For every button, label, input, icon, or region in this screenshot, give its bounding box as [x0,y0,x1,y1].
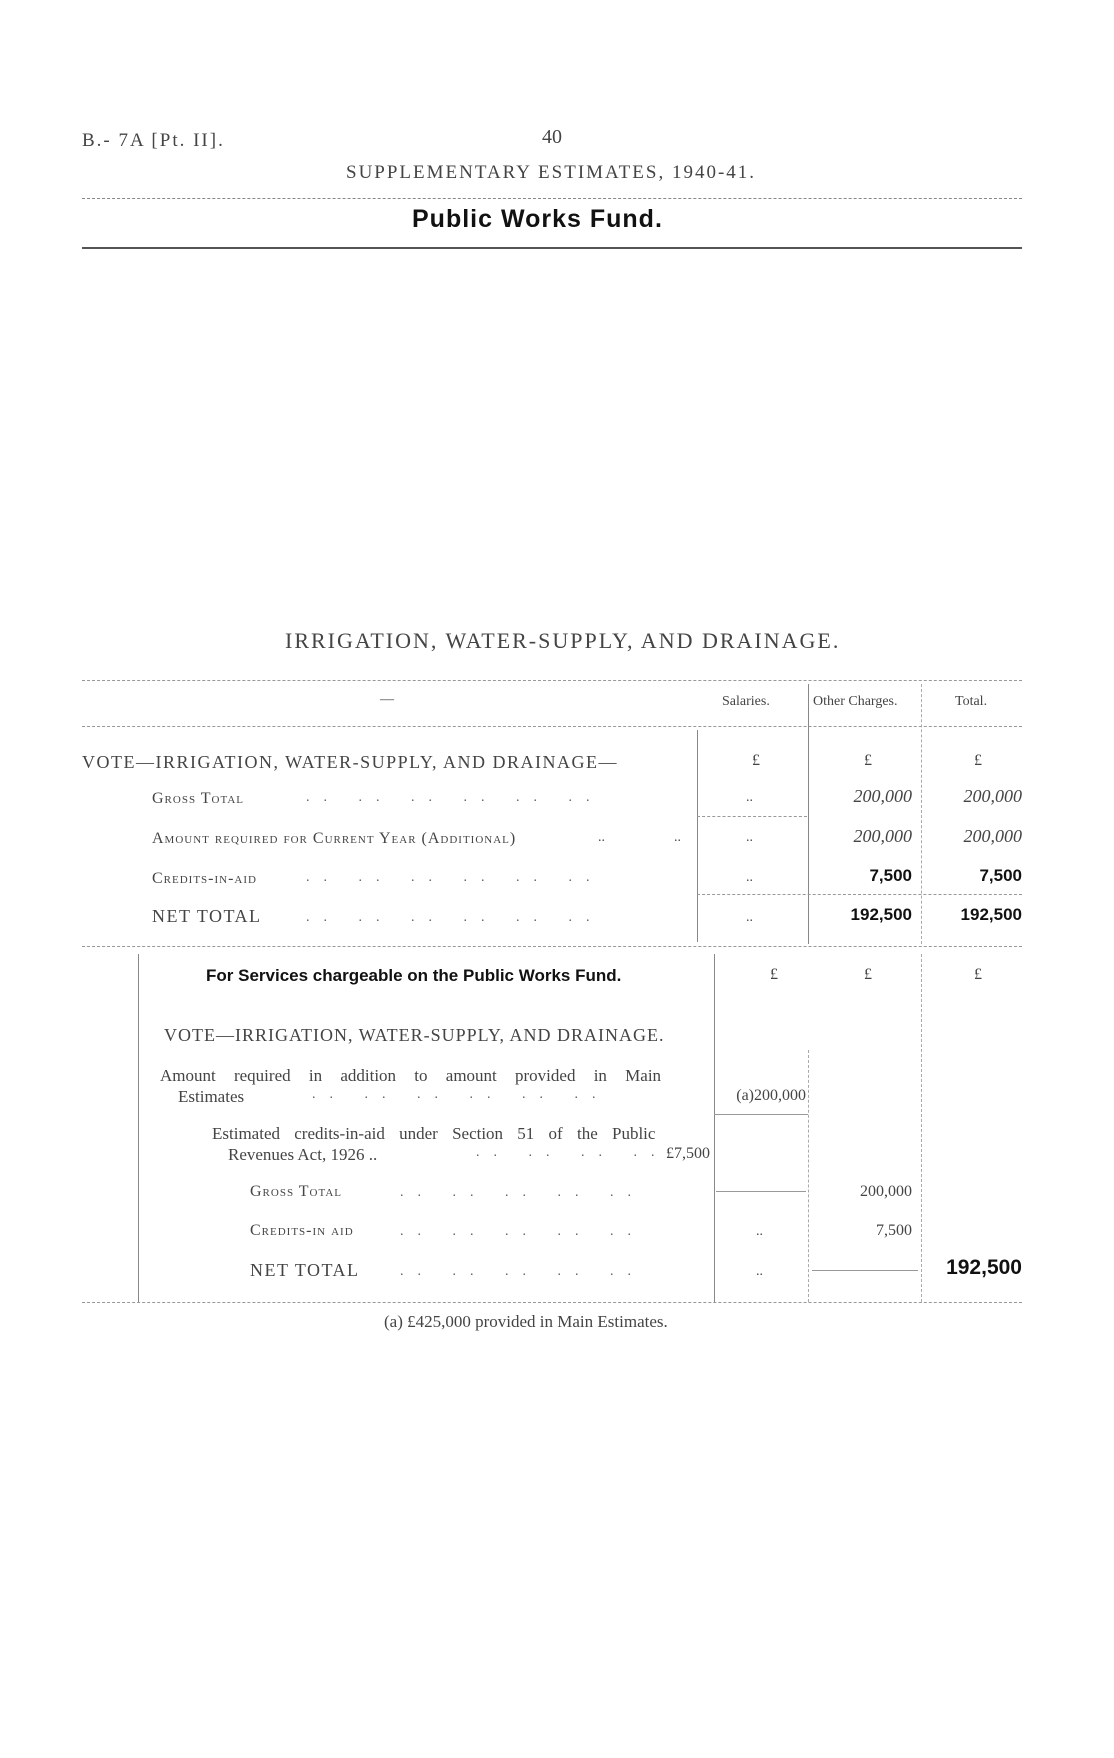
cell-salaries-gross: .. [746,790,753,805]
leader-dots: .. .. .. .. .. [400,1264,645,1279]
currency-other: £ [864,752,872,769]
credits-in-aid-salaries: .. [756,1224,763,1239]
leader-dots: .. [598,830,605,845]
col-header-total: Total. [955,694,988,709]
leader-dots: .. .. .. .. .. [400,1224,645,1239]
gross-total-salaries-rule [716,1191,806,1192]
amount-required-underline [714,1114,808,1115]
cell-total-credits: 7,500 [979,866,1022,885]
amount-required-line1: Amount required in addition to amount provided in Main [160,1066,662,1085]
services-col-divider-2 [808,1050,809,1302]
services-bottom-rule [82,1302,1022,1303]
row-label-amount-required: Amount required for Current Year (Additional) [152,830,517,847]
summary-bottom-rule [82,946,1022,947]
cell-total-gross: 200,000 [963,786,1022,806]
gross-total-label: Gross Total [250,1183,343,1200]
leader-dots: .. [674,830,681,845]
footnote: (a) £425,000 provided in Main Estimates. [384,1312,668,1331]
services-heading: For Services chargeable on the Public Works Fund. [206,966,622,985]
document-reference: B.- 7A [Pt. II]. [82,130,225,151]
amount-required-line2: Estimates [178,1087,245,1106]
services-currency-salaries: £ [770,966,778,983]
services-net-total-value: 192,500 [946,1256,1022,1279]
col-header-salaries: Salaries. [722,694,770,709]
services-net-total-label: NET TOTAL [250,1260,360,1280]
leader-dots: .. .. .. .. .. [400,1185,645,1200]
row-label-net-total: NET TOTAL [152,906,262,926]
services-currency-total: £ [974,966,982,983]
summary-top-rule [82,680,1022,681]
cell-salaries-credits: .. [746,870,753,885]
cell-other-amount: 200,000 [853,826,912,846]
row-rule [697,894,1022,895]
services-col-divider-3 [921,954,922,1302]
cell-total-amount: 200,000 [963,826,1022,846]
col-divider-label [697,730,698,942]
net-total-other-rule [812,1270,918,1271]
leader-dots: .. .. .. .. .. .. [306,790,604,805]
services-vote-label: VOTE—IRRIGATION, WATER-SUPPLY, AND DRAINAGE. [164,1025,665,1045]
credits-in-aid-label: Credits-in aid [250,1222,354,1239]
cell-other-gross: 200,000 [853,786,912,806]
credits-estimate-value: £7,500 [666,1145,710,1162]
gross-total-value: 200,000 [860,1183,912,1200]
credits-estimate-line1: Estimated credits-in-aid under Section 51 of the Public [212,1124,656,1143]
vote-label: VOTE—IRRIGATION, WATER-SUPPLY, AND DRAINAGE— [82,752,619,772]
cell-total-net: 192,500 [960,905,1022,924]
services-col-divider-1 [714,954,715,1302]
amount-required-value: (a)200,000 [736,1087,806,1104]
col-header-other-charges: Other Charges. [813,694,898,709]
page-number: 40 [542,126,562,148]
leader-dots: .. .. .. .. .. .. [306,870,604,885]
section-title: IRRIGATION, WATER-SUPPLY, AND DRAINAGE. [285,628,841,653]
col-divider-2 [921,684,922,944]
services-net-total-salaries: .. [756,1264,763,1279]
row-label-credits-in-aid: Credits-in-aid [152,870,257,887]
row-rule [697,816,807,817]
row-label-gross-total: Gross Total [152,790,245,807]
header-rule-bottom [82,247,1022,249]
leader-dots: .. .. .. .. [476,1145,669,1160]
header-rule-top [82,198,1022,199]
page-title: Public Works Fund. [412,205,663,233]
page-subtitle: SUPPLEMENTARY ESTIMATES, 1940-41. [346,162,757,183]
services-currency-other: £ [864,966,872,983]
col-divider-1 [808,684,809,944]
currency-total: £ [974,752,982,769]
cell-salaries-net: .. [746,910,753,925]
cell-other-net: 192,500 [850,905,912,924]
header-underline [82,726,1022,727]
services-left-border [138,954,139,1302]
cell-other-credits: 7,500 [869,866,912,885]
credits-estimate-line2: Revenues Act, 1926 .. [228,1145,378,1164]
leader-dots: .. .. .. .. .. .. [306,910,604,925]
currency-salaries: £ [752,752,760,769]
credits-in-aid-value: 7,500 [876,1222,912,1239]
blank-column-heading: — [380,692,394,707]
cell-salaries-amount: .. [746,830,753,845]
leader-dots: .. .. .. .. .. .. [312,1087,610,1102]
